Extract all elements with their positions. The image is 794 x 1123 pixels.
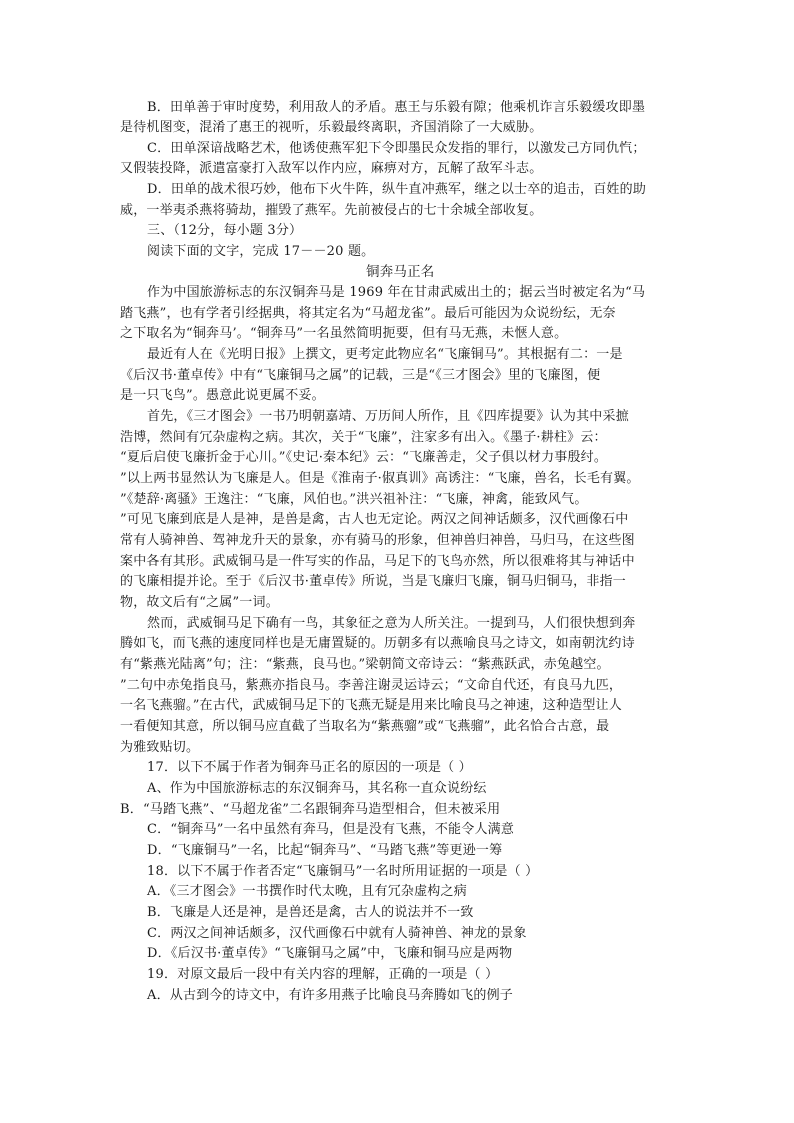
text-line: C．田单深谙战略艺术，他诱使燕军犯下令即墨民众发指的罪行，以激发己方同仇忾； [147,141,646,156]
text-line: 然而，武威铜马足下确有一鸟，其象征之意为人所关注。一提到马，人们很快想到奔 [147,616,636,631]
text-line: 是一只飞鸟”。愚意此说更属不妥。 [120,388,325,403]
text-line: 威，一举夷杀燕将骑劫，摧毁了燕军。先前被侵占的七十余城全部收复。 [120,203,543,218]
question-17: 17．以下不属于作者为铜奔马正名的原因的一项是（ ） [147,760,472,775]
text-line: “夏后启使飞廉折金于心川。”《史记·秦本纪》云：“飞廉善走，父子俱以材力事殷纣。 [120,450,608,465]
section-heading: 三、（12分，每小题 3分） [147,223,303,238]
text-line: ”《楚辞·离骚》王逸注：“飞廉，风伯也。”洪兴祖补注：“飞廉，神禽，能致风气。 [120,492,588,507]
text-line: 常有人骑神兽、驾神龙升天的景象，亦有骑马的形象，但神兽归神兽，马归马，在这些图 [120,533,635,548]
option-17-b: B．“马踏飞燕”、“马超龙雀”二名跟铜奔马造型相合，但未被采用 [120,802,501,817]
text-line: B．田单善于审时度势，利用敌人的矛盾。惠王与乐毅有隙；他乘机诈言乐毅缓攻即墨 [147,100,646,115]
text-line: 踏飞燕”，也有学者引经据典，将其定名为“马超龙雀”。最后可能因为众说纷纭，无奈 [120,306,616,321]
text-line: 首先，《三才图会》一书乃明朝嘉靖、万历间人所作，且《四库提要》认为其中采摭 [147,409,629,424]
option-17-a: A、作为中国旅游标志的东汉铜奔马，其名称一直众说纷纭 [147,781,487,796]
text-line: 之下取名为“铜奔马’。“铜奔马”一名虽然简明扼要，但有马无燕，未惬人意。 [120,326,568,341]
article-title: 铜奔马正名 [366,264,435,280]
text-line: 物，故文后有“之属”一词。 [120,595,279,610]
text-line: D．田单的战术很巧妙，他布下火牛阵，纵牛直冲燕军，继之以士卒的追击，百姓的助 [147,182,647,197]
text-line: 最近有人在《光明日报》上撰文，更考定此物应名“飞廉铜马”。其根据有二：一是 [147,347,623,362]
text-line: 一看便知其意，所以铜马应直截了当取名为“紫燕骝”或“飞燕骝”，此名恰合古意，最 [120,719,610,734]
text-line: 是待机图变，混淆了惠王的视听，乐毅最终离职，齐国消除了一大威胁。 [120,120,543,135]
option-18-a: A．《三才图会》一书撰作时代太晚，且有冗杂虚构之病 [147,884,467,899]
text-line: ”以上两书显然认为飞廉是人。但是《淮南子·俶真训》高诱注：“飞廉，兽名，长毛有翼。 [120,471,640,486]
instruction: 阅读下面的文字，完成 17－－20 题。 [147,244,375,259]
text-line: 又假装投降，派遣富豪打入敌军以作内应，麻痹对方，瓦解了敌军斗志。 [120,161,543,176]
text-line: 的飞廉相提并论。至于《后汉书·董卓传》所说，当是飞廉归飞廉，铜马归铜马，非指一 [120,574,626,589]
text-line: 浩博，然间有冗杂虚构之病。其次，关于“飞廉”，注家多有出入。《墨子·耕柱》云： [120,430,607,445]
text-line: 一名飞燕骝。”在古代，武威铜马足下的飞燕无疑是用来比喻良马之神速，这种造型让人 [120,698,622,713]
option-18-c: C．两汉之间神话颇多，汉代画像石中就有人骑神兽、神龙的景象 [147,926,527,941]
option-17-c: C．“铜奔马”一名中虽然有奔马，但是没有飞燕，不能令人满意 [147,822,515,837]
question-19: 19．对原文最后一段中有关内容的理解，正确的一项是（ ） [147,967,499,982]
text-line: 腾如飞，而飞燕的速度同样也是无庸置疑的。历朝多有以燕喻良马之诗文，如南朝沈约诗 [120,636,635,651]
text-line: 有“紫燕光陆离”句；注：“紫燕，良马也。”梁朝简文帝诗云：“紫燕跃武，赤兔越空。 [120,657,610,672]
text-line: 作为中国旅游标志的东汉铜奔马是 1969 年在甘肃武威出土的；据云当时被定名为“马 [147,285,646,300]
question-18: 18．以下不属于作者否定“飞廉铜马”一名时所用证据的一项是（ ） [147,864,539,879]
option-17-d: D．“飞廉铜马”一名，比起“铜奔马”、“马踏飞燕”等更逊一筹 [147,843,503,858]
text-line: 为雅致贴切。 [120,740,200,755]
text-line: 《后汉书·董卓传》中有“飞廉铜马之属”的记载，三是“《三才图会》里的飞廉图，便 [120,368,601,383]
text-line: 案中各有其形。武威铜马是一件写实的作品，马足下的飞鸟亦然，所以很难将其与神话中 [120,554,635,569]
option-19-a: A．从古到今的诗文中，有许多用燕子比喻良马奔腾如飞的例子 [147,988,513,1003]
text-line: ”二句中赤兔指良马，紫燕亦指良马。李善注谢灵运诗云；“文命自代还，有良马九匹， [120,678,623,693]
option-18-b: B．飞廉是人还是神，是兽还是禽，古人的说法并不一致 [147,905,474,920]
text-line: ”可见飞廉到底是人是神，是兽是禽，古人也无定论。两汉之间神话颇多，汉代画像石中 [120,512,629,527]
option-18-d: D．《后汉书·董卓传》“飞廉铜马之属”中，飞廉和铜马应是两物 [147,946,513,961]
